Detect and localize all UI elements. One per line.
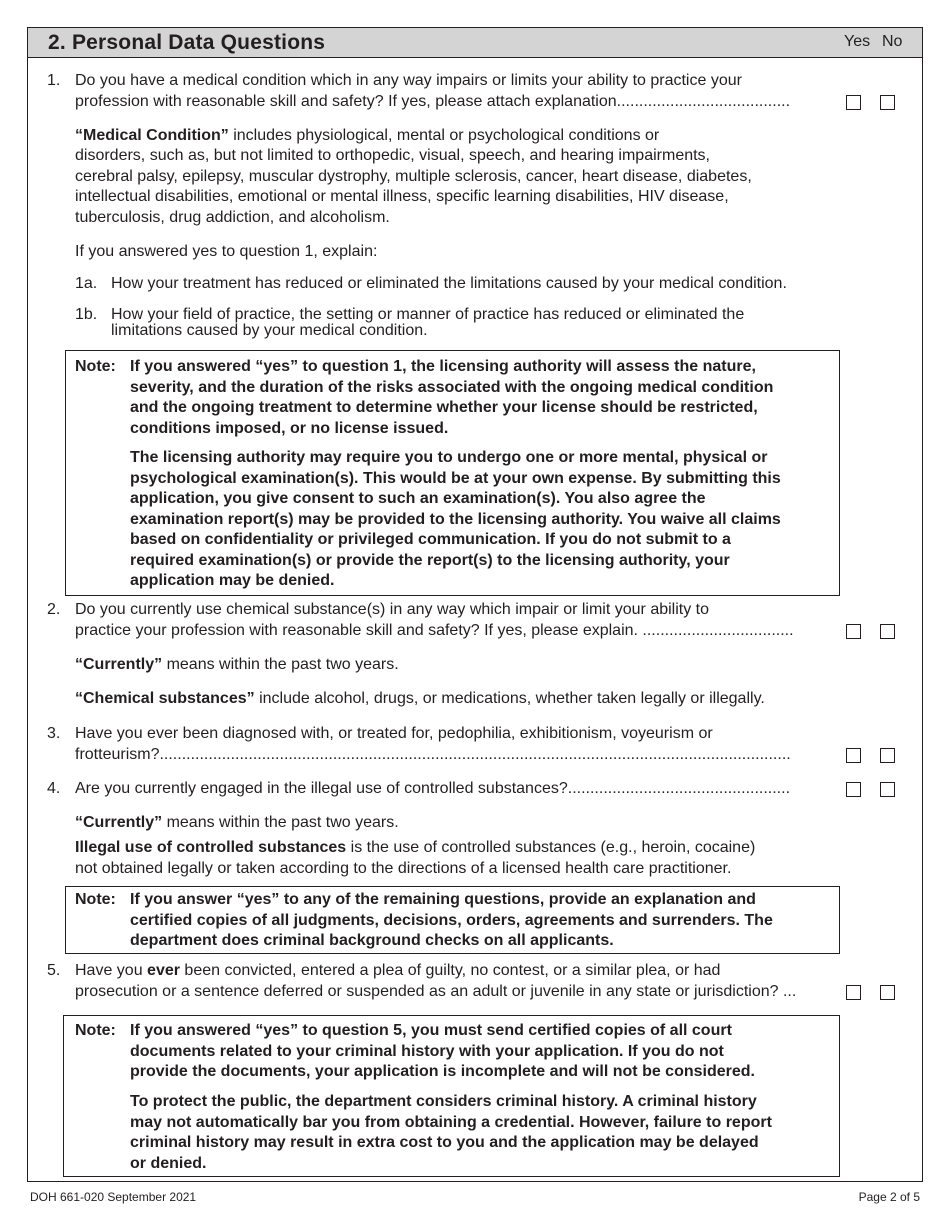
note-paragraph-1: If you answer “yes” to any of the remaining questions, provide an explanation and certified copies of all judgments, decisions, orders, agreements and surrenders. The department does criminal background checks on all applicants. xyxy=(130,891,773,949)
medical-condition-definition-line5: tuberculosis, drug addiction, and alcoholism. xyxy=(75,209,390,226)
q1b-number: 1b. xyxy=(75,306,98,323)
q4-line1: Are you currently engaged in the illegal use of controlled substances?.................................................. xyxy=(75,780,791,797)
note-label: Note: xyxy=(75,358,116,375)
q1-no-checkbox[interactable] xyxy=(880,95,895,110)
note-paragraph-2: The licensing authority may require you to undergo one or more mental, physical or psychological examination(s). This would be at your own expense. By submitting this application, you give consent to such an examination(s). You also agree the examination report(s) may be provided to the licensing authority. You waive all claims based on confidentiality or privileged communication. If you do not submit to a required examination(s) or provide the report(s) to the licensing authority, your application may be denied. xyxy=(130,449,781,589)
section-title: 2. Personal Data Questions xyxy=(48,31,326,54)
q5-yes-checkbox[interactable] xyxy=(846,985,861,1000)
q3-number: 3. xyxy=(47,725,61,742)
q5-line2: prosecution or a sentence deferred or suspended as an adult or juvenile in any state or jurisdiction? ... xyxy=(75,983,797,1000)
note-criminal-history xyxy=(63,1015,840,1177)
no-column-label: No xyxy=(882,33,903,50)
note-label: Note: xyxy=(75,1022,116,1039)
q4-illegal-use-definition-line2: not obtained legally or taken according to the directions of a licensed health care practitioner. xyxy=(75,860,732,877)
q2-number: 2. xyxy=(47,601,61,618)
q5-no-checkbox[interactable] xyxy=(880,985,895,1000)
form-identifier: DOH 661-020 September 2021 xyxy=(30,1190,197,1204)
q1-yes-checkbox[interactable] xyxy=(846,95,861,110)
q3-line1: Have you ever been diagnosed with, or treated for, pedophilia, exhibitionism, voyeurism or xyxy=(75,725,713,742)
q5-line1: Have you ever been convicted, entered a plea of guilty, no contest, or a similar plea, or had xyxy=(75,962,721,979)
q2-currently-definition: “Currently” means within the past two years. xyxy=(75,656,399,673)
q1b-line2: limitations caused by your medical condition. xyxy=(111,322,428,339)
q4-yes-checkbox[interactable] xyxy=(846,782,861,797)
medical-condition-definition-line3: cerebral palsy, epilepsy, muscular dystrophy, multiple sclerosis, cancer, heart disease, diabetes, xyxy=(75,168,752,185)
q2-chemical-definition: “Chemical substances” include alcohol, drugs, or medications, whether taken legally or illegally. xyxy=(75,690,765,707)
note-medical-condition xyxy=(65,350,840,596)
q3-yes-checkbox[interactable] xyxy=(846,748,861,763)
note-paragraph-1: If you answered “yes” to question 1, the licensing authority will assess the nature, severity, and the duration of the risks associated with the ongoing medical condition and the ongoing treatment to determine whether your license should be restricted, conditions imposed, or no license issued. xyxy=(130,358,774,437)
section-header xyxy=(28,28,922,58)
q4-no-checkbox[interactable] xyxy=(880,782,895,797)
note-paragraph-1: If you answered “yes” to question 5, you must send certified copies of all court documents related to your criminal history with your application. If you do not provide the documents, your application is incomplete and will not be considered. xyxy=(130,1022,755,1080)
q3-line2: frotteurism?.............................................................................................................................................. xyxy=(75,746,791,763)
q4-illegal-use-definition-line1: Illegal use of controlled substances is the use of controlled substances (e.g., heroin, cocaine) xyxy=(75,839,756,856)
q1-line2: profession with reasonable skill and safety? If yes, please attach explanation....................................... xyxy=(75,93,791,110)
note-remaining-questions xyxy=(65,886,840,954)
note-label: Note: xyxy=(75,891,116,908)
q1-explain-instruction: If you answered yes to question 1, explain: xyxy=(75,243,378,260)
note-paragraph-2: To protect the public, the department considers criminal history. A criminal history may not automatically bar you from obtaining a credential. However, failure to report criminal history may result in extra cost to you and the application may be delayed or denied. xyxy=(130,1093,772,1172)
medical-condition-definition-line2: disorders, such as, but not limited to orthopedic, visual, speech, and hearing impairments, xyxy=(75,147,710,164)
q2-no-checkbox[interactable] xyxy=(880,624,895,639)
medical-condition-definition-line1: “Medical Condition” includes physiological, mental or psychological conditions or xyxy=(75,127,660,144)
medical-condition-term: “Medical Condition” xyxy=(75,127,229,144)
q1-number: 1. xyxy=(47,72,61,89)
medical-condition-definition-line4: intellectual disabilities, emotional or mental illness, specific learning disabilities, HIV disease, xyxy=(75,188,729,205)
q2-line1: Do you currently use chemical substance(s) in any way which impair or limit your ability to xyxy=(75,601,710,618)
q5-number: 5. xyxy=(47,962,61,979)
q2-line2: practice your profession with reasonable skill and safety? If yes, please explain. .................................. xyxy=(75,622,794,639)
page-number: Page 2 of 5 xyxy=(858,1190,920,1204)
q1a-number: 1a. xyxy=(75,275,98,292)
q1b-line1: How your field of practice, the setting or manner of practice has reduced or eliminated the xyxy=(111,306,745,323)
q1a-text: How your treatment has reduced or eliminated the limitations caused by your medical condition. xyxy=(111,275,787,292)
yes-column-label: Yes xyxy=(844,33,871,50)
q3-no-checkbox[interactable] xyxy=(880,748,895,763)
q4-number: 4. xyxy=(47,780,61,797)
q2-yes-checkbox[interactable] xyxy=(846,624,861,639)
q4-currently-definition: “Currently” means within the past two years. xyxy=(75,814,399,831)
q1-line1: Do you have a medical condition which in any way impairs or limits your ability to practice your xyxy=(75,72,742,89)
